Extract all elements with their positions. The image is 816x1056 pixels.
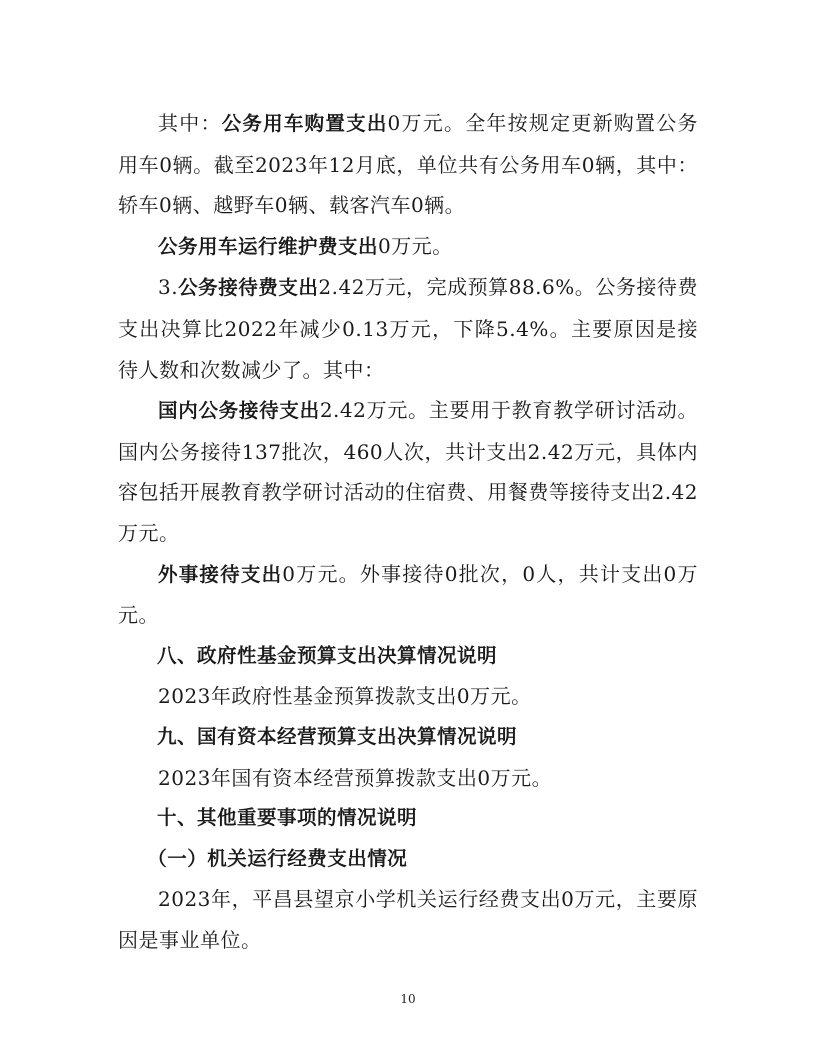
section-heading-government-fund: 八、政府性基金预算支出决算情况说明 <box>157 643 498 667</box>
bold-term: 外事接待支出 <box>158 562 283 586</box>
paragraph-vehicle-maintenance <box>118 226 698 268</box>
bold-term: 国内公务接待支出 <box>158 399 320 423</box>
paragraph-text: 2.42万元。主要用于教育教学研讨活动。国内公务接待137批次，460人次，共计支出2.42万元，具体内容包括开展教育教学研讨活动的住宿费、用餐费等接待支出2.42万元。 <box>118 398 698 545</box>
page-number: 10 <box>400 992 416 1006</box>
paragraph-domestic-reception <box>118 390 698 553</box>
section-heading-other-matters: 十、其他重要事项的情况说明 <box>157 806 418 830</box>
paragraph-reception-expense <box>118 267 698 390</box>
paragraph-state-capital: 2023年国有资本经营预算拨款支出0万元。 <box>158 765 553 790</box>
paragraph-lead: 3. <box>158 275 179 300</box>
paragraph-government-fund: 2023年政府性基金预算拨款支出0万元。 <box>158 684 532 709</box>
bold-term: 公务用车运行维护费支出 <box>158 234 379 258</box>
paragraph-text: 0万元。 <box>378 233 453 258</box>
paragraph-foreign-reception <box>118 554 698 636</box>
bold-term: 公务用车购置支出 <box>221 112 388 135</box>
paragraph-vehicle-purchase <box>118 103 698 226</box>
bold-term: 公务接待费支出 <box>178 276 319 300</box>
paragraph-text: 2.42万元，完成预算88.6%。公务接待费支出决算比2022年减少0.13万元，下降5.4%。主要原因是接待人数和次数减少了。其中： <box>118 275 698 382</box>
subsection-heading-operating-expense: （一）机关运行经费支出情况 <box>147 846 408 870</box>
document-body <box>118 103 698 960</box>
paragraph-text: 0万元。外事接待0批次，0人，共计支出0万元。 <box>118 561 698 628</box>
section-heading-state-capital: 九、国有资本经营预算支出决算情况说明 <box>157 724 518 748</box>
paragraph-text: 0万元。全年按规定更新购置公务用车0辆。截至2023年12月底，单位共有公务用车0辆，其中：轿车0辆、越野车0辆、载客汽车0辆。 <box>118 111 698 218</box>
paragraph-operating-expense: 2023年，平昌县望京小学机关运行经费支出0万元，主要原因是事业单位。 <box>118 887 698 952</box>
paragraph-lead: 其中： <box>158 111 222 135</box>
